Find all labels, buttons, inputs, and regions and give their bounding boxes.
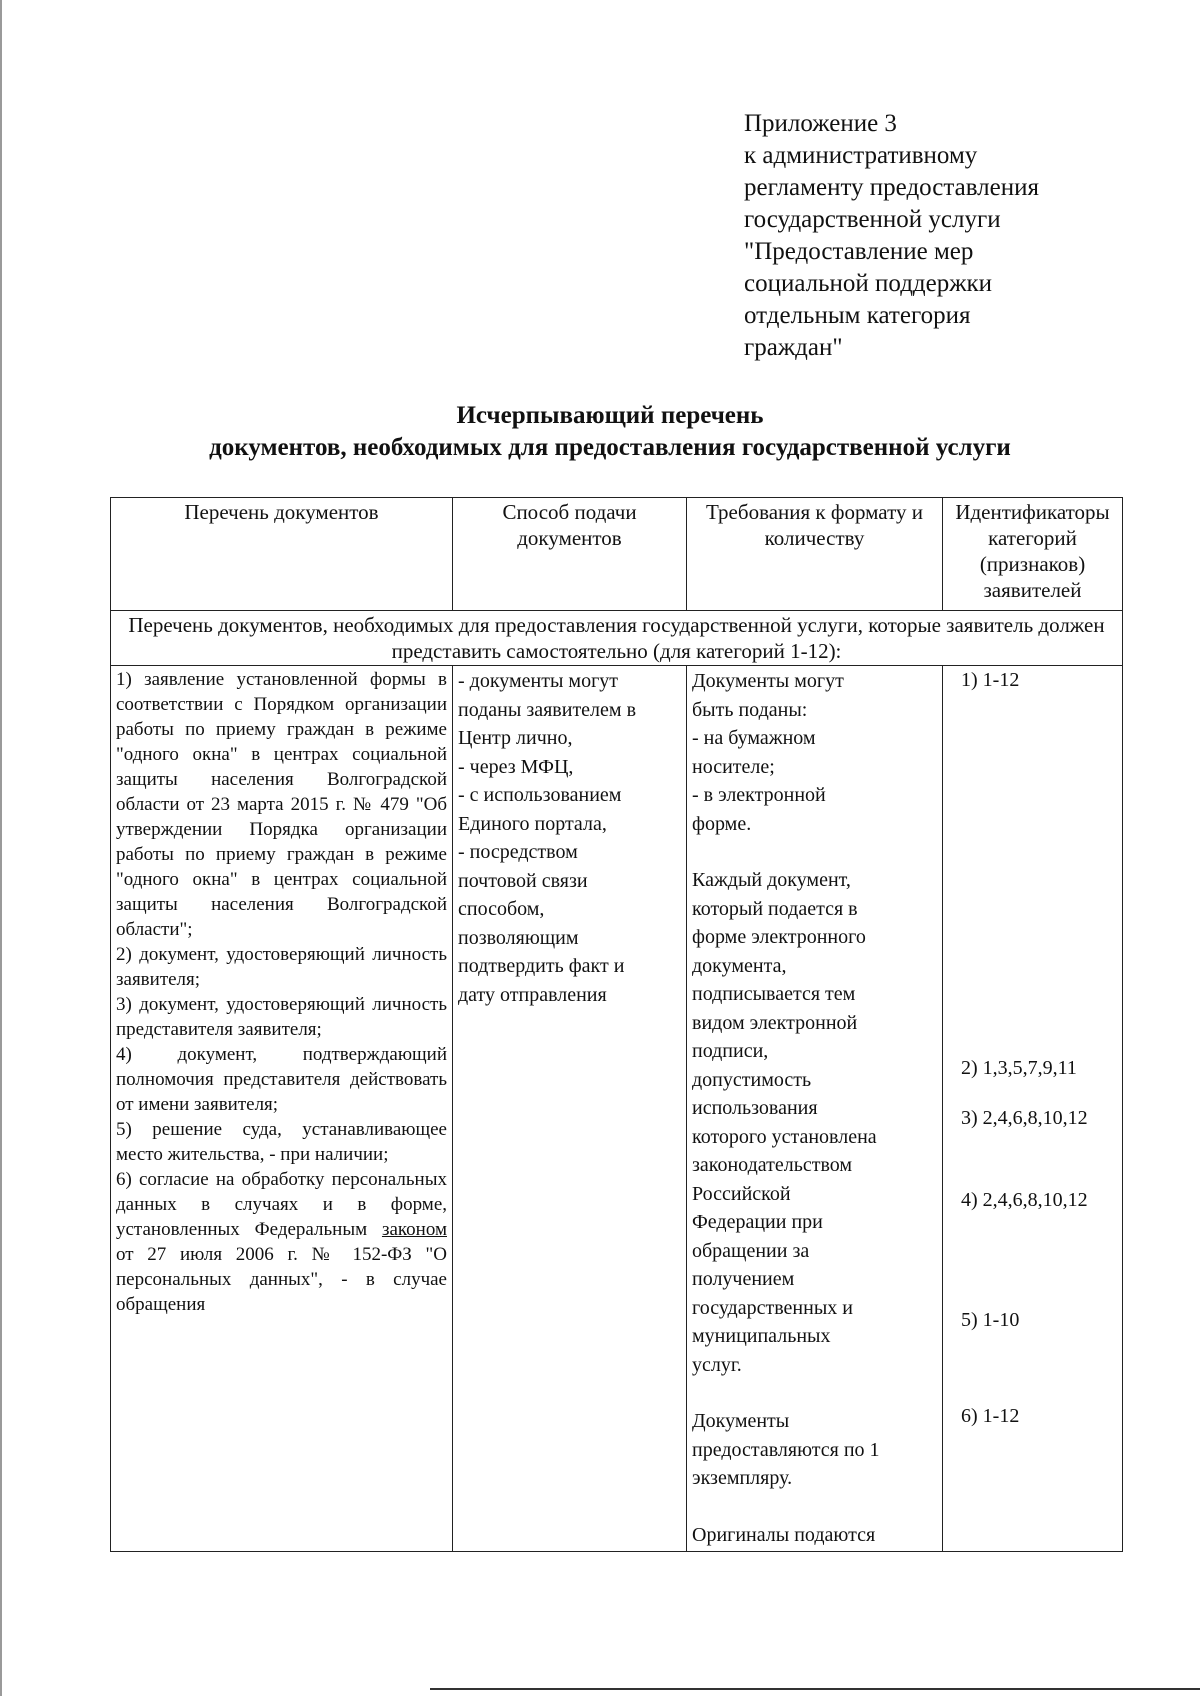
appendix-line: отдельным категория <box>744 302 971 329</box>
requirement-line: подписи, <box>692 1040 769 1062</box>
submission-line: дату отправления <box>458 983 607 1006</box>
identifier-item-5: 5) 1-10 <box>961 1309 1020 1331</box>
requirement-line: допустимость <box>692 1068 812 1091</box>
paragraph-gap <box>692 838 937 866</box>
requirement-line: использования <box>692 1097 818 1119</box>
appendix-line: "Предоставление мер <box>744 238 974 265</box>
document-title <box>110 400 1110 464</box>
requirement-line: которого установлена <box>692 1125 877 1148</box>
requirement-line: предоставляются по 1 <box>692 1438 880 1461</box>
appendix-line: социальной поддержки <box>744 270 993 297</box>
paragraph-gap <box>692 1379 937 1407</box>
title-line-1: Исчерпывающий перечень <box>456 402 764 429</box>
paragraph-gap <box>692 1493 937 1521</box>
submission-line: способом, <box>458 898 545 920</box>
requirement-line: обращении за <box>692 1239 810 1262</box>
requirement-line: государственных и <box>692 1296 853 1319</box>
appendix-block <box>744 108 1164 364</box>
submission-line: Единого портала, <box>458 812 607 835</box>
requirement-line: Российской <box>692 1182 791 1205</box>
identifiers-cell <box>943 666 1123 1552</box>
document-item-2: 2) документ, удостоверяющий личность заявителя; <box>116 944 447 990</box>
requirement-line: Каждый документ, <box>692 869 851 891</box>
requirement-line: видом электронной <box>692 1011 858 1034</box>
requirement-line: носителе; <box>692 755 775 778</box>
document-item-1: 1) заявление установленной формы в соответствии с Порядком организации работы по приему граждан в режиме "одного окна" в центрах социальной защиты населения Волгоградской области от 23 марта 2015 г. № 479 "Об утверждении Порядка организации работы по приему граждан в режиме "одного окна" в центрах социальной защиты населения Волгоградской области"; <box>116 669 447 940</box>
identifier-item-3: 3) 2,4,6,8,10,12 <box>961 1107 1088 1129</box>
submission-line: подтвердить факт и <box>458 955 625 977</box>
requirement-line: услуг. <box>692 1353 742 1376</box>
identifier-item-6: 6) 1-12 <box>961 1405 1020 1427</box>
requirement-line: быть поданы: <box>692 698 808 721</box>
header-submission-method: Способ подачи документов <box>453 498 687 611</box>
appendix-line: Приложение 3 <box>744 110 897 137</box>
table-row <box>111 666 1123 1552</box>
item6-text-start: 6) согласие на обработку персональных данных в случаях и в форме, установленных Федеральным <box>116 1169 447 1240</box>
documents-list-cell <box>111 666 453 1552</box>
appendix-line: граждан" <box>744 334 843 361</box>
header-category-identifiers: Идентификаторы категорий (признаков) заявителей <box>943 498 1123 611</box>
documents-table <box>110 497 1123 1552</box>
federal-law-link[interactable]: законом <box>381 1219 447 1240</box>
submission-line: поданы заявителем в <box>458 698 637 721</box>
requirement-line: экземпляру. <box>692 1467 793 1489</box>
document-item-6 <box>116 1167 447 1317</box>
header-documents: Перечень документов <box>111 498 453 611</box>
document-item-4: 4) документ, подтверждающий полномочия представителя действовать от имени заявителя; <box>116 1044 447 1115</box>
submission-line: почтовой связи <box>458 869 588 892</box>
identifier-item-2: 2) 1,3,5,7,9,11 <box>961 1057 1077 1079</box>
requirement-line: - на бумажном <box>692 727 816 749</box>
submission-line: - посредством <box>458 841 578 863</box>
submission-method-cell <box>453 666 687 1552</box>
requirement-line: форме электронного <box>692 926 866 948</box>
submission-line: - через МФЦ, <box>458 755 574 778</box>
identifier-item-1: 1) 1-12 <box>961 669 1020 691</box>
table-header-row <box>111 498 1123 611</box>
format-requirements-cell <box>687 666 943 1552</box>
requirement-line: Документы могут <box>692 670 844 692</box>
requirement-line: Федерации при <box>692 1211 823 1233</box>
appendix-line: к административному <box>744 142 978 169</box>
section-title: Перечень документов, необходимых для предоставления государственной услуги, которые заявитель должен представить самостоятельно (для категорий 1-12): <box>111 611 1123 666</box>
submission-line: Центр лично, <box>458 727 573 749</box>
requirement-line: подписывается тем <box>692 983 856 1005</box>
requirement-line: получением <box>692 1268 795 1290</box>
document-item-3: 3) документ, удостоверяющий личность представителя заявителя; <box>116 994 447 1040</box>
requirement-line: документа, <box>692 954 787 977</box>
section-title-row <box>111 611 1123 666</box>
appendix-line: регламенту предоставления <box>744 174 1040 201</box>
appendix-line: государственной услуги <box>744 206 1001 233</box>
submission-line: - документы могут <box>458 670 619 692</box>
identifier-item-4: 4) 2,4,6,8,10,12 <box>961 1189 1088 1211</box>
submission-line: - с использованием <box>458 784 622 806</box>
bottom-rule <box>430 1688 1200 1690</box>
requirement-line: форме. <box>692 812 752 835</box>
page-left-edge <box>0 0 2 1696</box>
item6-text-end: от 27 июля 2006 г. № 152-ФЗ "О персональных данных", - в случае обращения <box>116 1244 447 1315</box>
requirement-line: который подается в <box>692 897 858 920</box>
submission-line: позволяющим <box>458 926 579 949</box>
header-format-requirements: Требования к формату и количеству <box>687 498 943 611</box>
document-item-5: 5) решение суда, устанавливающее место жительства, - при наличии; <box>116 1119 447 1165</box>
requirement-line: - в электронной <box>692 784 826 806</box>
requirement-line: законодательством <box>692 1154 853 1176</box>
title-line-2: документов, необходимых для предоставления государственной услуги <box>209 434 1011 461</box>
requirement-line: Документы <box>692 1410 790 1432</box>
requirement-line: муниципальных <box>692 1325 831 1347</box>
requirement-line: Оригиналы подаются <box>692 1523 876 1546</box>
